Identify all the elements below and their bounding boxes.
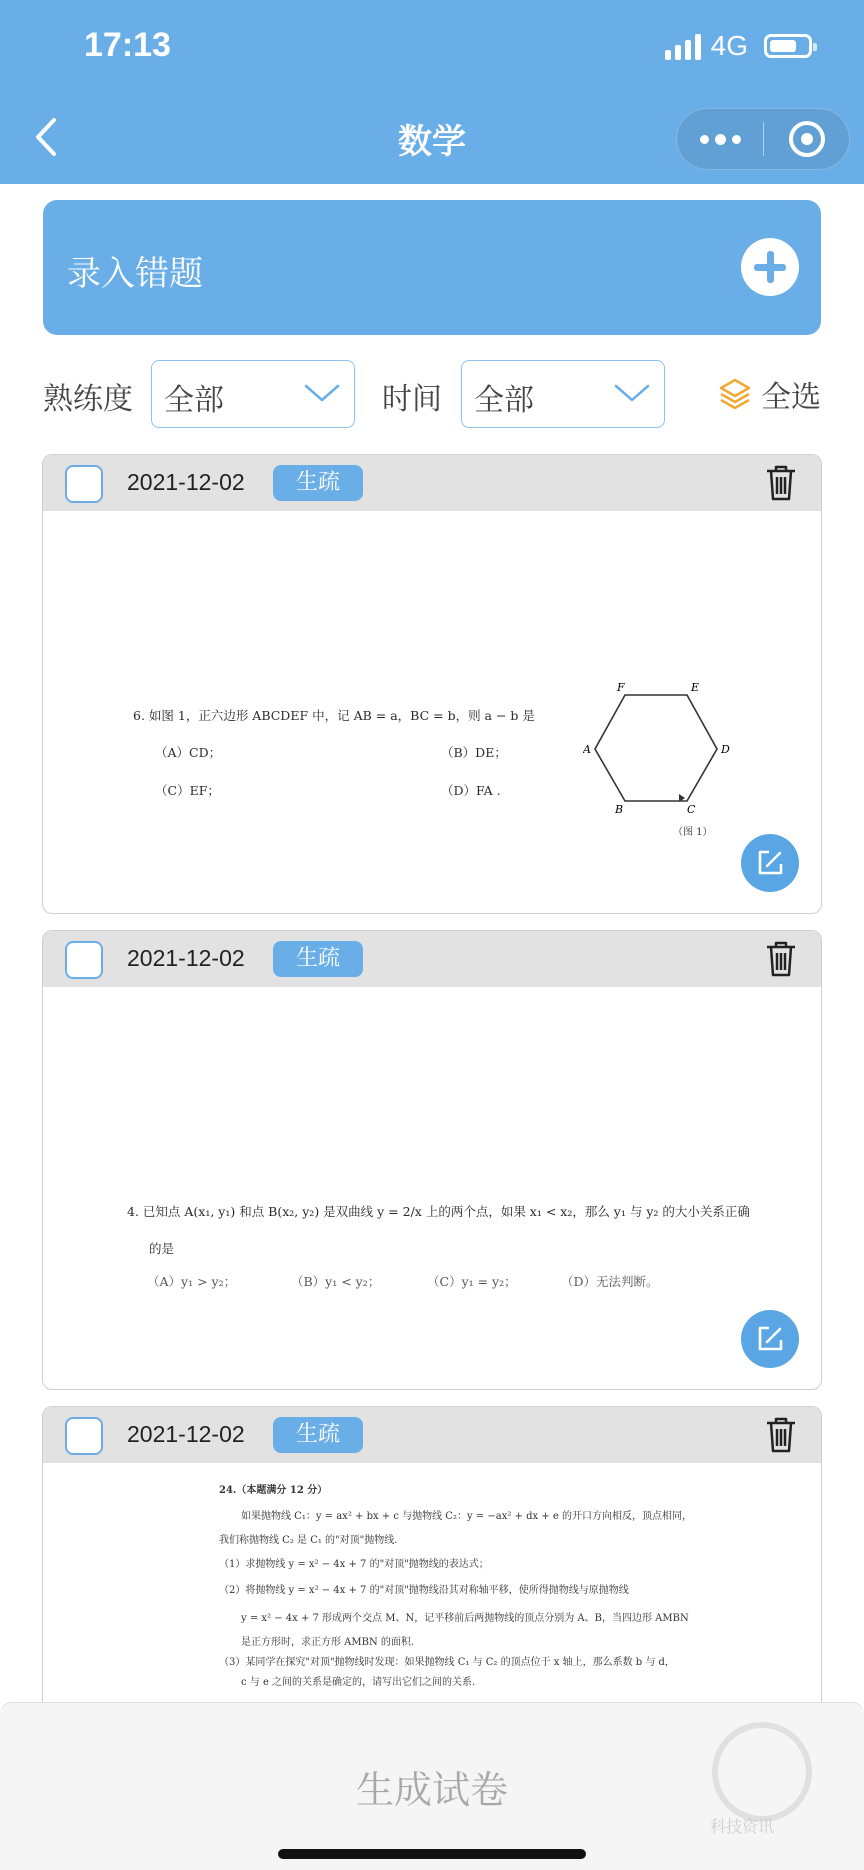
card-header [43,455,821,511]
vertex-label: D [721,743,730,756]
option-b: （B）DE； [441,745,507,760]
status-bar [0,0,864,90]
watermark-logo [712,1722,812,1822]
add-question-label: 录入错题 [67,254,203,294]
trash-icon[interactable] [763,463,799,503]
question-line: y = x² − 4x + 7 形成两个交点 M、N，记平移前后两抛物线的顶点分别为 A、B，当四边形 AMBN [241,1613,689,1624]
status-time: 17:13 [84,26,171,64]
edit-button[interactable] [741,1310,799,1368]
network-type: 4G [710,30,748,61]
edit-button[interactable] [741,834,799,892]
more-dots-icon[interactable] [677,109,763,169]
filter-row [43,360,821,430]
select-checkbox[interactable] [65,1417,103,1455]
layers-icon [717,376,753,412]
card-date: 2021-12-02 [127,945,245,971]
vertex-label: E [691,681,700,694]
option-c: （C）y₁ = y₂； [427,1274,517,1289]
chevron-down-icon [612,381,652,405]
time-select[interactable] [461,360,665,428]
vertex-label: A [583,743,591,756]
close-button[interactable] [764,109,849,169]
question-line: （1）求抛物线 y = x² − 4x + 7 的"对顶"抛物线的表达式； [219,1559,489,1570]
watermark-text: 科技资讯 [710,1817,775,1836]
card-header [43,1407,821,1463]
option-c: （C）EF； [155,783,220,798]
proficiency-value: 全部 [164,383,224,418]
question-card [42,930,822,1390]
question-line: c 与 e 之间的关系是确定的，请写出它们之间的关系. [241,1677,476,1688]
question-stem: 4. 已知点 A(x₁, y₁) 和点 B(x₂, y₂) 是双曲线 y = 2/x 上的两个点，如果 x₁ < x₂，那么 y₁ 与 y₂ 的大小关系正确 [127,1204,750,1219]
generate-paper-label: 生成试卷 [355,1768,508,1812]
proficiency-label: 熟练度 [43,382,133,417]
option-d: （D）无法判断。 [561,1274,659,1289]
time-value: 全部 [474,383,534,418]
proficiency-tag: 生疏 [273,465,363,501]
proficiency-tag: 生疏 [273,1417,363,1453]
vertex-label: C [687,803,696,816]
select-checkbox[interactable] [65,941,103,979]
trash-icon[interactable] [763,1415,799,1455]
edit-icon [755,848,785,878]
card-date: 2021-12-02 [127,1421,245,1447]
edit-icon [755,1324,785,1354]
chevron-down-icon [302,381,342,405]
question-line: （3）某同学在探究"对顶"抛物线时发现：如果抛物线 C₁ 与 C₂ 的顶点位于 x 轴上，那么系数 b 与 d， [219,1657,675,1668]
question-line: 如果抛物线 C₁：y = ax² + bx + c 与抛物线 C₂：y = −ax² + dx + e 的开口方向相反，顶点相同， [241,1511,692,1522]
question-line: 是正方形时，求正方形 AMBN 的面积. [241,1637,415,1648]
page-title: 数学 [398,122,466,162]
question-line: 我们称抛物线 C₂ 是 C₁ 的"对顶"抛物线. [219,1535,398,1546]
plus-circle-icon[interactable] [741,238,799,296]
add-question-banner[interactable] [43,200,821,335]
card-header [43,931,821,987]
target-icon [789,121,825,157]
figure-caption: （图 1） [673,827,713,838]
signal-icon [665,32,701,60]
time-label: 时间 [382,382,442,417]
vertex-label: F [617,681,625,694]
proficiency-select[interactable] [151,360,355,428]
trash-icon[interactable] [763,939,799,979]
proficiency-tag: 生疏 [273,941,363,977]
select-checkbox[interactable] [65,465,103,503]
hexagon-figure [583,681,733,821]
select-all-button[interactable] [717,372,821,416]
option-d: （D）FA . [441,783,501,798]
vertex-label: B [615,803,624,816]
question-line: 24.（本题满分 12 分） [219,1485,328,1496]
question-line: （2）将抛物线 y = x² − 4x + 7 的"对顶"抛物线沿其对称轴平移，使所得抛物线与原抛物线 [219,1585,629,1596]
nav-bar [0,90,864,184]
battery-icon [764,34,812,58]
option-a: （A）CD； [155,745,222,760]
card-date: 2021-12-02 [127,469,245,495]
question-stem: 6. 如图 1，正六边形 ABCDEF 中，记 AB = a，BC = b，则 a − b 是 [133,708,535,723]
option-a: （A）y₁ > y₂； [147,1274,237,1289]
question-image[interactable] [43,987,821,1389]
mini-program-capsule [676,108,850,170]
question-stem-cont: 的是 [149,1241,175,1256]
option-b: （B）y₁ < y₂； [291,1274,381,1289]
question-image[interactable] [43,511,821,913]
select-all-label: 全选 [761,380,821,415]
question-card [42,454,822,914]
status-indicators [665,30,812,62]
home-indicator [278,1849,586,1859]
